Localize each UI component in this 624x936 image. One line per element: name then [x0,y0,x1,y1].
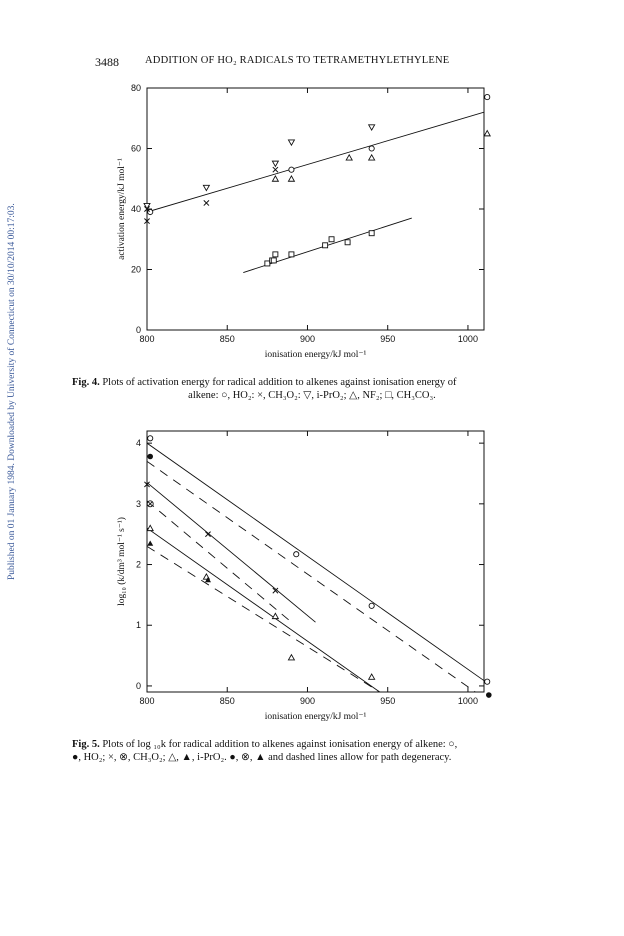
x-tick-label: 950 [380,334,396,344]
x-tick-label: 950 [380,696,396,706]
triangle-up-marker [288,655,294,660]
y-tick-label: 4 [135,438,141,449]
figure-5-caption [72,738,552,764]
figure-5-caption-line2: ●, HO₂; ×, ⊗, CH₃O₂; △, ▲, i-PrO₂. ●, ⊗, ▲ and dashed lines allow for path degeneracy. [72,752,452,763]
y-tick-label: 40 [130,204,141,214]
x-tick-label: 850 [219,696,235,706]
chart-5-plot [116,431,492,722]
figure-5-caption-line1: Plots of log ₁₀k for radical addition to alkenes against ionisation energy of alkene: ○, [102,739,458,750]
x-tick-label: 900 [299,696,315,706]
x-tick-label: 900 [299,334,315,344]
circle-marker [485,679,490,684]
circle-marker [294,552,299,557]
figure-5-label: Fig. 5. [72,739,100,750]
y-tick-label: 2 [135,559,141,570]
figure-4-caption-line2: alkene: ○, HO₂: ×, CH₃O₂: ▽, i-PrO₂; △, NF₂; □, CH₃CO₃. [188,390,436,401]
circle-marker [369,603,374,608]
y-tick-label: 20 [130,264,141,275]
x-tick-label: 800 [139,696,155,706]
fit-line [147,528,380,692]
triangle-up-marker [369,674,375,679]
provenance-note-text: Published on 01 January 1984. Downloaded by University of Connecticut on 30/10/2014 00:17:03. [7,203,17,580]
triangle-up-marker [272,613,278,618]
x-axis-title: ionisation energy/kJ mol⁻¹ [264,350,367,360]
y-tick-label: 0 [135,325,141,335]
y-tick-label: 0 [135,680,141,691]
x-tick-label: 1000 [457,696,478,706]
filled-circle-marker [147,454,153,460]
dashed-fit-line [147,501,291,622]
x-axis-title: ionisation energy/kJ mol⁻¹ [264,712,367,722]
x-tick-label: 1000 [457,334,478,344]
figure-4-label: Fig. 4. [72,377,100,388]
dashed-fit-line [147,546,380,692]
running-head: ADDITION OF HO₂ RADICALS TO TETRAMETHYLETHYLENE [145,55,450,66]
circle-marker [148,436,153,441]
y-tick-label: 60 [130,143,141,154]
x-tick-label: 800 [139,334,155,344]
y-axis-title: log₁₀ (k/dm³ mol⁻¹ s⁻¹) [117,517,127,606]
circled-cross-marker [147,501,153,507]
triangle-up-marker [147,525,153,530]
page-number: 3488 [95,55,119,69]
y-tick-label: 1 [135,620,141,631]
x-tick-label: 850 [219,334,235,344]
filled-circle-marker [486,692,492,698]
dashed-fit-line [147,461,484,698]
y-tick-label: 80 [130,83,141,93]
y-tick-label: 3 [135,498,141,509]
fit-line [147,483,316,623]
fit-line [147,443,487,683]
filled-triangle-marker [147,540,153,545]
y-axis-title: activation energy/kJ mol⁻¹ [117,158,127,260]
figure-4-caption-line1: Plots of activation energy for radical addition to alkenes against ionisation energy of [102,377,457,388]
